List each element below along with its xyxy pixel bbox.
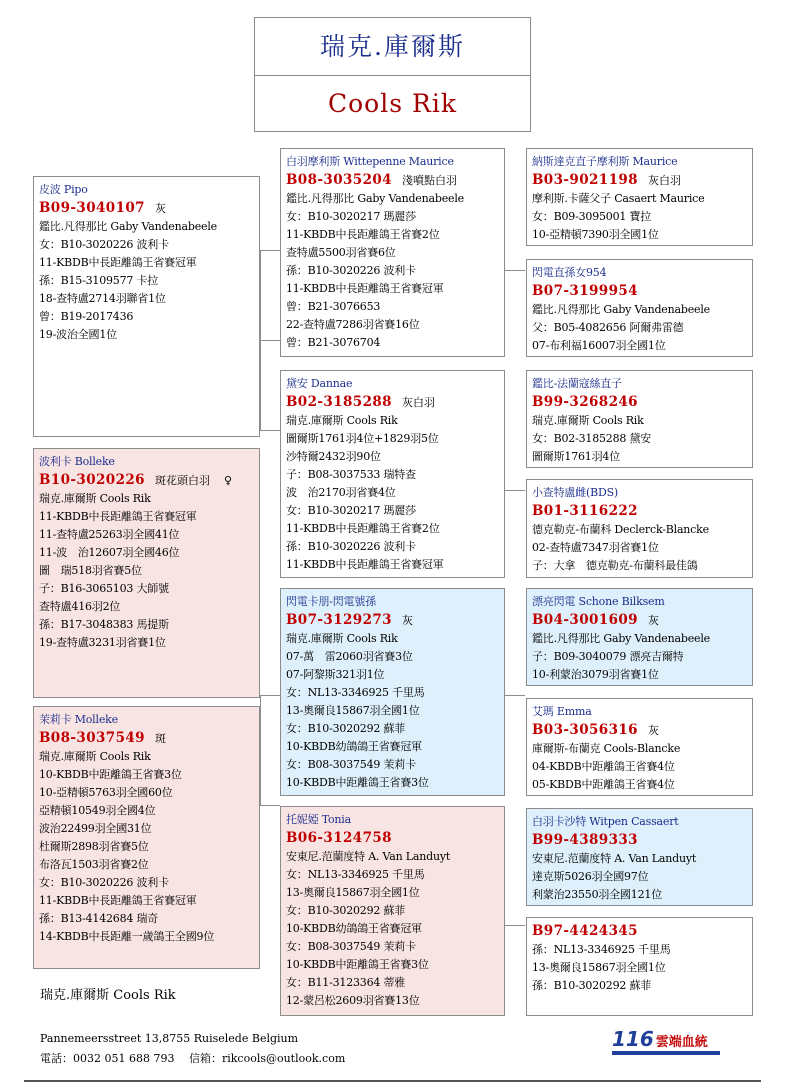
dd-line: 杜爾斯2898羽省賽5位	[39, 840, 149, 853]
sire-color: 淺噴點白羽	[401, 174, 457, 187]
connector	[260, 250, 280, 251]
sire-line: 女：B10-3020217 瑪麗莎	[286, 210, 416, 223]
connector	[260, 250, 261, 430]
sd-line: 孫：B10-3020226 波利卡	[286, 540, 416, 553]
ss-color: 灰白羽	[647, 174, 681, 187]
subject-name: 皮波 Pipo	[39, 183, 88, 196]
ggp4-color: 灰	[647, 614, 659, 627]
connector	[260, 805, 280, 806]
title-box	[254, 17, 531, 132]
ggp3-name: 小查特盧雌(BDS)	[532, 486, 619, 499]
ggp7-line: 安東尼.范蘭度特 A. Van Landuyt	[532, 852, 697, 865]
dam-dam-box	[33, 706, 260, 969]
ds-line: 女：B10-3020292 蘇菲	[286, 722, 406, 735]
sire-line: 11-KBDB中長距離鴿王省賽2位	[286, 228, 440, 241]
address: Pannemeersstreet 13,8755 Ruiselede Belgium	[40, 1032, 299, 1045]
ggp6-line: 安東尼.范蘭度特 A. Van Landuyt	[286, 850, 451, 863]
ggp4-line: 鑑比.凡得那比 Gaby Vandenabeele	[532, 632, 710, 645]
connector	[260, 695, 280, 696]
sire-line: 孫：B10-3020226 波利卡	[286, 264, 416, 277]
subject-line: 女：B10-3020226 波利卡	[39, 238, 169, 251]
subject-line: 11-KBDB中長距離鴿王省賽冠軍	[39, 256, 197, 269]
dam-line: 19-查特盧3231羽省賽1位	[39, 636, 166, 649]
ggp6-line: 10-KBDB中距離鴿王省賽3位	[286, 958, 429, 971]
ggp6-box	[280, 806, 505, 1016]
ggp8-line: 13-奧爾良15867羽全國1位	[532, 961, 666, 974]
ggp1-box	[526, 259, 753, 357]
sd-line: 11-KBDB中長距離鴿王省賽2位	[286, 522, 440, 535]
sire-line: 曾：B21-3076704	[286, 336, 381, 349]
subject-line: 18-查特盧2714羽聯省1位	[39, 292, 166, 305]
footer-divider	[24, 1080, 761, 1082]
ggp2-line: 瑞克.庫爾斯 Cools Rik	[532, 414, 644, 427]
dd-color: 斑	[154, 732, 166, 745]
ds-line: 10-KBDB中距離鴿王省賽3位	[286, 776, 429, 789]
logo-underline	[612, 1051, 720, 1055]
ggp8-line: 孫：NL13-3346925 千里馬	[532, 943, 671, 956]
ggp3-box	[526, 479, 753, 578]
sd-name: 黛安 Dannae	[286, 377, 353, 390]
ggp3-ring: B01-3116222	[532, 503, 638, 519]
ggp2-box	[526, 370, 753, 468]
ggp1-name: 閃電直孫女954	[532, 266, 607, 279]
ds-line: 女：B08-3037549 茉莉卡	[286, 758, 416, 771]
ggp5-ring: B03-3056316	[532, 722, 638, 738]
dd-line: 14-KBDB中長距離一歲鴿王全國9位	[39, 930, 215, 943]
ss-line: 10-亞精頓7390羽全國1位	[532, 228, 659, 241]
connector	[260, 695, 261, 805]
ds-line: 女：NL13-3346925 千里馬	[286, 686, 425, 699]
ggp4-ring: B04-3001609	[532, 612, 638, 628]
ggp5-color: 灰	[647, 724, 659, 737]
ggp1-line: 07-布利福16007羽全國1位	[532, 339, 666, 352]
ss-line: 摩利斯.卡薩父子 Casaert Maurice	[532, 192, 705, 205]
ggp5-box	[526, 698, 753, 796]
sd-line: 圖爾斯1761羽4位+1829羽5位	[286, 432, 439, 445]
ggp7-ring: B99-4389333	[532, 832, 638, 848]
dam-color: 斑花頭白羽	[154, 474, 210, 487]
ds-name: 閃電卡朋-閃電號孫	[286, 595, 376, 608]
ss-ring: B03-9021198	[532, 172, 638, 188]
connector	[505, 270, 525, 271]
dd-line: 孫：B13-4142684 瑞奇	[39, 912, 159, 925]
ggp7-box	[526, 808, 753, 906]
connector	[260, 430, 280, 431]
connector	[505, 695, 525, 696]
logo-text: 雲端血統	[655, 1035, 708, 1050]
ggp5-name: 艾瑪 Emma	[532, 705, 592, 718]
subject-line: 孫：B15-3109577 卡拉	[39, 274, 159, 287]
ggp6-line: 女：B08-3037549 茉莉卡	[286, 940, 416, 953]
ggp1-ring: B07-3199954	[532, 283, 638, 299]
dam-line: 11-波 治12607羽全國46位	[39, 546, 180, 559]
sire-dam-box	[280, 370, 505, 578]
sd-color: 灰白羽	[401, 396, 435, 409]
ggp6-line: 13-奧爾良15867羽全國1位	[286, 886, 420, 899]
dd-line: 布洛瓦1503羽省賽2位	[39, 858, 149, 871]
ggp4-name: 漂亮閃電 Schone Bilksem	[532, 595, 665, 608]
title-chinese: 瑞克.庫爾斯	[255, 18, 530, 76]
sire-line: 11-KBDB中長距離鴿王省賽冠軍	[286, 282, 444, 295]
sd-line: 子：B08-3037533 瑞特查	[286, 468, 416, 481]
ds-color: 灰	[401, 614, 413, 627]
ggp1-line: 鑑比.凡得那比 Gaby Vandenabeele	[532, 303, 710, 316]
ggp6-line: 女：NL13-3346925 千里馬	[286, 868, 425, 881]
ggp5-line: 庫爾斯-布蘭克 Cools-Blancke	[532, 742, 681, 755]
ggp3-line: 子：大拿 德克勒克-布蘭科最佳鴿	[532, 559, 698, 572]
logo	[612, 1027, 708, 1051]
dam-line: 圖 瑞518羽省賽5位	[39, 564, 142, 577]
subject-line: 鑑比.凡得那比 Gaby Vandenabeele	[39, 220, 217, 233]
ds-ring: B07-3129273	[286, 612, 392, 628]
ggp8-ring: B97-4424345	[532, 923, 638, 939]
subject-box	[33, 176, 260, 437]
sd-line: 波 治2170羽省賽4位	[286, 486, 396, 499]
ggp2-name: 鑑比-法蘭寇絲直子	[532, 377, 622, 390]
sd-line: 沙特爾2432羽90位	[286, 450, 381, 463]
ss-line: 女：B09-3095001 寶拉	[532, 210, 652, 223]
dam-line: 11-查特盧25263羽全國41位	[39, 528, 180, 541]
dam-name: 波利卡 Bolleke	[39, 455, 115, 468]
sire-ring: B08-3035204	[286, 172, 392, 188]
ggp3-line: 02-查特盧7347羽省賽1位	[532, 541, 659, 554]
ggp7-line: 達克斯5026羽全國97位	[532, 870, 649, 883]
connector	[260, 340, 280, 341]
ggp3-line: 德克勒克-布蘭科 Declerck-Blancke	[532, 523, 709, 536]
dam-line: 瑞克.庫爾斯 Cools Rik	[39, 492, 151, 505]
sd-ring: B02-3185288	[286, 394, 392, 410]
dam-box	[33, 448, 260, 698]
sire-line: 曾：B21-3076653	[286, 300, 381, 313]
ss-name: 納斯達克直子摩利斯 Maurice	[532, 155, 678, 168]
sire-name: 白羽摩利斯 Wittepenne Maurice	[286, 155, 454, 168]
connector	[505, 490, 525, 491]
ds-line: 瑞克.庫爾斯 Cools Rik	[286, 632, 398, 645]
title-english: Cools Rik	[328, 89, 457, 118]
sire-line: 查特盧5500羽省賽6位	[286, 246, 396, 259]
sd-line: 瑞克.庫爾斯 Cools Rik	[286, 414, 398, 427]
owner-name: 瑞克.庫爾斯 Cools Rik	[40, 988, 176, 1003]
subject-line: 曾：B19-2017436	[39, 310, 134, 323]
dam-sire-box	[280, 588, 505, 796]
dd-line: 瑞克.庫爾斯 Cools Rik	[39, 750, 151, 763]
dam-ring: B10-3020226	[39, 472, 145, 488]
ds-line: 10-KBDB幼鴿鴿王省賽冠軍	[286, 740, 422, 753]
subject-ring: B09-3040107	[39, 200, 145, 216]
ggp6-name: 托妮婭 Tonia	[286, 813, 351, 826]
ggp6-line: 女：B11-3123364 蒂雅	[286, 976, 406, 989]
female-symbol: ♀	[223, 474, 232, 487]
dd-line: 波治22499羽全國31位	[39, 822, 152, 835]
dam-line: 11-KBDB中長距離鴿王省賽冠軍	[39, 510, 197, 523]
dam-line: 子：B16-3065103 大師號	[39, 582, 169, 595]
dd-line: 11-KBDB中長距離鴿王省賽冠軍	[39, 894, 197, 907]
dam-line: 查特盧416羽2位	[39, 600, 121, 613]
contact-info: 電話：0032 051 688 793 信箱：rikcools@outlook.com	[40, 1052, 346, 1065]
ggp2-line: 女：B02-3185288 黛安	[532, 432, 652, 445]
sire-box	[280, 148, 505, 357]
ss-box	[526, 148, 753, 246]
ggp4-line: 10-利蒙治3079羽省賽1位	[532, 668, 659, 681]
dam-line: 孫：B17-3048383 馬提斯	[39, 618, 169, 631]
connector	[505, 925, 525, 926]
sd-line: 11-KBDB中長距離鴿王省賽冠軍	[286, 558, 444, 571]
ggp6-line: 12-蒙呂松2609羽省賽13位	[286, 994, 420, 1007]
ggp7-name: 白羽卡沙特 Witpen Cassaert	[532, 815, 679, 828]
sire-line: 22-查特盧7286羽省賽16位	[286, 318, 420, 331]
ggp1-line: 父：B05-4082656 阿爾弗雷德	[532, 321, 684, 334]
dd-line: 女：B10-3020226 波利卡	[39, 876, 169, 889]
ggp8-line: 孫：B10-3020292 蘇菲	[532, 979, 652, 992]
ggp5-line: 05-KBDB中距離鴿王省賽4位	[532, 778, 675, 791]
ggp4-box	[526, 588, 753, 686]
ggp2-line: 圖爾斯1761羽4位	[532, 450, 620, 463]
dd-ring: B08-3037549	[39, 730, 145, 746]
subject-line: 19-波治全國1位	[39, 328, 117, 341]
ds-line: 07-萬 雷2060羽省賽3位	[286, 650, 413, 663]
ds-line: 13-奧爾良15867羽全國1位	[286, 704, 420, 717]
ggp5-line: 04-KBDB中距離鴿王省賽4位	[532, 760, 675, 773]
ggp4-line: 子：B09-3040079 漂亮吉爾特	[532, 650, 684, 663]
ds-line: 07-阿黎斯321羽1位	[286, 668, 385, 681]
ggp7-line: 利蒙治23550羽全國121位	[532, 888, 662, 901]
ggp6-ring: B06-3124758	[286, 830, 392, 846]
logo-number: 116	[612, 1027, 654, 1051]
sire-line: 鑑比.凡得那比 Gaby Vandenabeele	[286, 192, 464, 205]
sd-line: 女：B10-3020217 瑪麗莎	[286, 504, 416, 517]
ggp6-line: 10-KBDB幼鴿鴿王省賽冠軍	[286, 922, 422, 935]
ggp8-box	[526, 917, 753, 1016]
ggp6-line: 女：B10-3020292 蘇菲	[286, 904, 406, 917]
dd-name: 茉莉卡 Molleke	[39, 713, 118, 726]
dd-line: 10-KBDB中距離鴿王省賽3位	[39, 768, 182, 781]
subject-color: 灰	[154, 202, 166, 215]
dd-line: 10-亞精頓5763羽全國60位	[39, 786, 173, 799]
dd-line: 亞精頓10549羽全國4位	[39, 804, 156, 817]
ggp2-ring: B99-3268246	[532, 394, 638, 410]
